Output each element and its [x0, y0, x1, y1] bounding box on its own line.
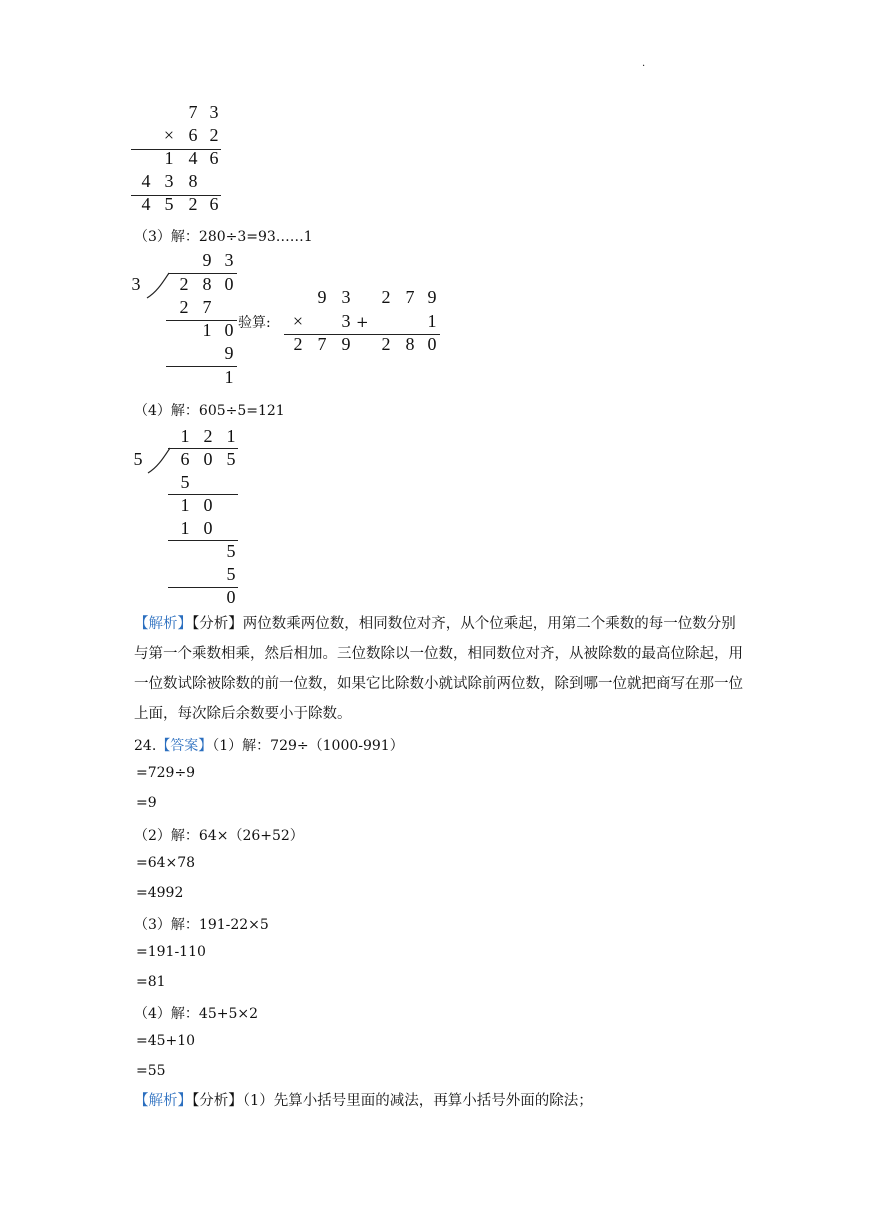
digit: 4 — [188, 148, 198, 168]
quotient-digit: 2 — [203, 426, 213, 446]
digit: 6 — [188, 125, 198, 145]
digit: 2 — [381, 334, 391, 354]
q3-label: （3）解：280÷3=93……1 — [134, 229, 313, 245]
quotient-digit: 1 — [226, 426, 236, 446]
digit: 3 — [341, 311, 351, 331]
q24-number: 24. — [134, 738, 157, 754]
digit: 7 — [317, 334, 327, 354]
quotient-digit: 3 — [224, 250, 234, 270]
q24-line: =191-110 — [136, 944, 206, 960]
division-bracket — [145, 272, 171, 300]
digit: 2 — [381, 287, 391, 307]
digit: 8 — [188, 171, 198, 191]
quotient-digit: 1 — [180, 426, 190, 446]
q24-line: =81 — [136, 974, 166, 990]
q24-line: =729÷9 — [136, 765, 196, 781]
analysis-paragraph-1 — [134, 609, 744, 729]
q24-line: （1）解：729÷（1000-991） — [212, 738, 404, 754]
digit: 8 — [405, 334, 415, 354]
tag-fenxi: 【分析】 — [192, 1093, 243, 1109]
dividend-digit: 6 — [180, 449, 190, 469]
q24-line: （3）解：191-22×5 — [134, 917, 269, 933]
digit: 4 — [141, 171, 151, 191]
q24-line: （2）解：64×（26+52） — [134, 828, 304, 844]
digit: 7 — [202, 297, 212, 317]
digit: 3 — [164, 171, 174, 191]
dividend-digit: 8 — [202, 274, 212, 294]
tag-jiexi: 【解析】 — [134, 616, 192, 632]
tag-jiexi: 【解析】 — [134, 1093, 192, 1109]
digit: 2 — [188, 194, 198, 214]
tag-fenxi: 【分析】 — [192, 616, 243, 632]
q24-line: =9 — [136, 795, 157, 811]
digit: 9 — [317, 287, 327, 307]
digit: 6 — [209, 194, 219, 214]
times-sign: × — [163, 125, 175, 145]
digit: 2 — [293, 334, 303, 354]
plus-sign: + — [356, 313, 369, 331]
dividend-digit: 5 — [226, 449, 236, 469]
remainder: 0 — [226, 587, 236, 607]
digit: 1 — [202, 320, 212, 340]
analysis-text: （1）先算小括号里面的减法，再算小括号外面的除法； — [242, 1093, 593, 1109]
digit: 0 — [224, 320, 234, 340]
digit: 9 — [224, 343, 234, 363]
dividend-digit: 0 — [224, 274, 234, 294]
q24-line: =45+10 — [136, 1033, 196, 1049]
digit: 5 — [226, 564, 236, 584]
q4-label: （4）解：605÷5=121 — [134, 403, 285, 419]
division-bracket — [146, 447, 172, 475]
digit: 7 — [405, 287, 415, 307]
analysis-paragraph-2 — [134, 1086, 744, 1116]
divisor: 5 — [133, 449, 143, 469]
q24-line: （4）解：45+5×2 — [134, 1006, 258, 1022]
digit: 9 — [341, 334, 351, 354]
quotient-digit: 9 — [202, 250, 212, 270]
digit: 4 — [141, 194, 151, 214]
digit: 9 — [427, 287, 437, 307]
digit: 0 — [203, 495, 213, 515]
digit: 2 — [209, 125, 219, 145]
dividend-digit: 2 — [179, 274, 189, 294]
dividend-digit: 0 — [203, 449, 213, 469]
q24-line: =55 — [136, 1063, 166, 1079]
times-sign: × — [292, 311, 304, 331]
digit: 5 — [164, 194, 174, 214]
digit: 1 — [427, 311, 437, 331]
analysis-text: 两位数乘两位数，相同数位对齐，从个位乘起，用第二个乘数的每一位数分别与第一个乘数相乘，然后相加。三位数除以一位数，相同数位对齐，从被除数的最高位除起，用一位数试除被除数的前一位数，如果它比除数小就试除前两位数，除到哪一位就把商写在那一位上面，每次除后余数要小于除数。 — [134, 616, 743, 722]
digit: 1 — [180, 495, 190, 515]
digit: 3 — [209, 102, 219, 122]
q24-line: =64×78 — [136, 855, 196, 871]
digit: 6 — [209, 148, 219, 168]
divisor: 3 — [131, 274, 141, 294]
digit: 0 — [203, 518, 213, 538]
check-label: 验算: — [238, 315, 271, 331]
digit: 2 — [179, 297, 189, 317]
digit: 7 — [188, 102, 198, 122]
digit: 0 — [427, 334, 437, 354]
digit: 1 — [164, 148, 174, 168]
q24-first-line — [134, 735, 404, 755]
q24-line: =4992 — [136, 885, 184, 901]
header-dot: . — [642, 58, 646, 69]
digit: 3 — [341, 287, 351, 307]
digit: 5 — [180, 472, 190, 492]
digit: 5 — [226, 541, 236, 561]
remainder: 1 — [224, 367, 234, 387]
tag-answer: 【答案】 — [156, 738, 213, 754]
digit: 1 — [180, 518, 190, 538]
